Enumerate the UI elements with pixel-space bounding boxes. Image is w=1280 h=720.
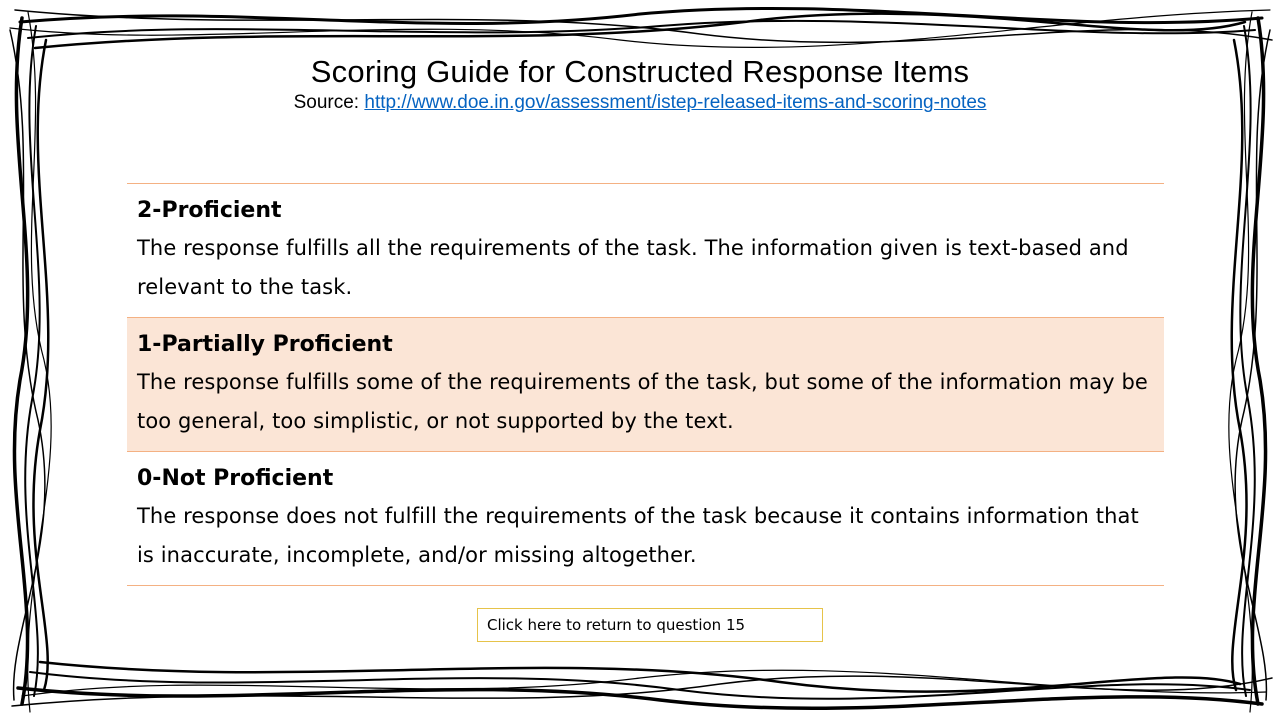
rubric-cell (127, 452, 1164, 586)
rubric-description: The response fulfills some of the requirements of the task, but some of the information may be too general, too simplistic, or not supported by the text. (137, 370, 1148, 433)
source-line (0, 92, 1280, 114)
slide-title: Scoring Guide for Constructed Response Items (310, 54, 970, 89)
rubric-level: 1-Partially Proficient (137, 332, 393, 357)
rubric-description: The response does not fulfill the requirements of the task because it contains information that is inaccurate, incomplete, and/or missing altogether. (137, 504, 1139, 567)
scoring-rubric-table (127, 183, 1164, 586)
source-link[interactable]: http://www.doe.in.gov/assessment/istep-released-items-and-scoring-notes (364, 92, 987, 113)
rubric-level: 2-Proficient (137, 198, 282, 223)
rubric-row-proficient (127, 184, 1164, 318)
rubric-cell (127, 318, 1164, 452)
rubric-cell (127, 184, 1164, 318)
rubric-description: The response fulfills all the requirements of the task. The information given is text-based and relevant to the task. (137, 236, 1129, 299)
rubric-row-partially-proficient (127, 318, 1164, 452)
return-to-question-button[interactable]: Click here to return to question 15 (477, 608, 823, 642)
rubric-level: 0-Not Proficient (137, 466, 334, 491)
rubric-row-not-proficient (127, 452, 1164, 586)
source-label: Source: (293, 92, 365, 113)
